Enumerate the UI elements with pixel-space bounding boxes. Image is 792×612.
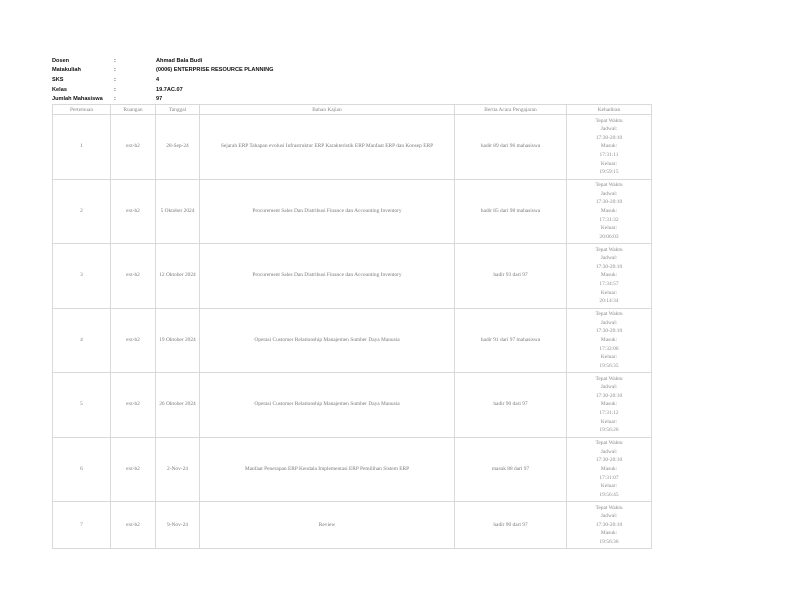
cell-ruangan: ext-b2 (111, 437, 156, 502)
info-label: SKS (52, 76, 64, 83)
info-colon: : (114, 57, 116, 64)
cell-tanggal: 2-Nov-24 (156, 437, 200, 502)
kehadiran-line: Tepat Waktu (595, 375, 623, 382)
cell-kehadiran (567, 115, 652, 180)
kehadiran-line: Masuk: (600, 465, 618, 472)
kehadiran-line: Keluar: (600, 225, 618, 232)
kehadiran-line: 19:56:35 (599, 362, 619, 369)
kehadiran-line: 19:56:26 (599, 427, 619, 434)
info-row-matakuliah (52, 66, 274, 76)
info-value: 4 (156, 76, 160, 83)
kehadiran-line: 17:30-20:10 (595, 134, 623, 141)
kehadiran-line: 17:31:12 (599, 410, 619, 417)
info-row-dosen (52, 56, 274, 66)
cell-pertemuan: 5 (53, 373, 111, 438)
kehadiran-line: 17:34:57 (599, 281, 619, 288)
table-body (53, 115, 652, 549)
kehadiran-line: Tepat Waktu (595, 311, 623, 318)
kehadiran-line: 17:30-20:10 (595, 392, 623, 399)
kehadiran-line: Jadwal: (600, 255, 618, 262)
kehadiran-line: Tepat Waktu (595, 440, 623, 447)
table-row (53, 179, 652, 244)
kehadiran-line: 17:31:32 (599, 216, 619, 223)
column-header-bahan-kajian: Bahan Kajian (200, 105, 455, 115)
kehadiran-line: Tepat Waktu (595, 182, 623, 189)
kehadiran-line: 19:59:15 (599, 169, 619, 176)
cell-kehadiran (567, 244, 652, 309)
kehadiran-line: Masuk: (600, 143, 618, 150)
kehadiran-line: Jadwal: (600, 126, 618, 133)
column-header-berita-acara: Berita Acara Pengajaran (455, 105, 567, 115)
kehadiran-line: 17:30-20:10 (595, 328, 623, 335)
kehadiran-line: Masuk: (600, 401, 618, 408)
cell-pertemuan: 3 (53, 244, 111, 309)
info-label: Jumlah Mahasiswa (52, 96, 103, 103)
cell-kehadiran (567, 373, 652, 438)
cell-kehadiran (567, 437, 652, 502)
kehadiran-line: Tepat Waktu (595, 117, 623, 124)
kehadiran-line: Tepat Waktu (595, 504, 623, 511)
cell-ruangan: ext-b2 (111, 179, 156, 244)
cell-kehadiran (567, 502, 652, 549)
column-header-tanggal: Tanggal (156, 105, 200, 115)
cell-tanggal: 9-Nov-24 (156, 502, 200, 549)
cell-ruangan: ext-b2 (111, 373, 156, 438)
info-colon: : (114, 86, 116, 93)
kehadiran-line: 17:30-20:10 (595, 199, 623, 206)
table-row (53, 502, 652, 549)
cell-tanggal: 28-Sep-24 (156, 115, 200, 180)
cell-pertemuan: 7 (53, 502, 111, 549)
kehadiran-line: 20:06:03 (599, 233, 619, 240)
kehadiran-line: 17:30-20:10 (595, 457, 623, 464)
kehadiran-line: Keluar: (600, 289, 618, 296)
kehadiran-line: 17:30-20:10 (595, 521, 623, 528)
cell-berita-acara: hadir 85 dari 98 mahasiswa (455, 179, 567, 244)
cell-kehadiran (567, 308, 652, 373)
info-value: Ahmad Bala Budi (156, 57, 203, 64)
cell-pertemuan: 1 (53, 115, 111, 180)
cell-ruangan: ext-b2 (111, 244, 156, 309)
table-row (53, 115, 652, 180)
info-colon: : (114, 76, 116, 83)
kehadiran-line: 19:56:45 (599, 491, 619, 498)
cell-berita-acara: hadir 93 dari 97 (455, 244, 567, 309)
table-row (53, 244, 652, 309)
cell-berita-acara: hadir 91 dari 97 mahasiswa (455, 308, 567, 373)
table-row (53, 373, 652, 438)
kehadiran-line: Jadwal: (600, 190, 618, 197)
info-colon: : (114, 96, 116, 103)
info-colon: : (114, 67, 116, 74)
kehadiran-line: Masuk: (600, 207, 618, 214)
info-value: 19.7AC.07 (156, 86, 183, 93)
kehadiran-line: 17:30-20:10 (595, 263, 623, 270)
cell-pertemuan: 4 (53, 308, 111, 373)
column-header-pertemuan: Pertemuan (53, 105, 111, 115)
table-row (53, 437, 652, 502)
kehadiran-line: 17:32:06 (599, 345, 619, 352)
cell-kehadiran (567, 179, 652, 244)
cell-tanggal: 5 Oktober 2024 (156, 179, 200, 244)
cell-berita-acara: hadir 90 dari 97 (455, 502, 567, 549)
kehadiran-line: Jadwal: (600, 384, 618, 391)
kehadiran-line: Jadwal: (600, 319, 618, 326)
cell-berita-acara: masuk 88 dari 97 (455, 437, 567, 502)
kehadiran-line: Keluar: (600, 483, 618, 490)
kehadiran-line: Masuk: (600, 336, 618, 343)
cell-bahan-kajian: Operasi Customer Relationship Manajemen Sumber Daya Manusia (200, 373, 455, 438)
info-row-sks (52, 75, 274, 85)
kehadiran-line: 17:31:07 (599, 474, 619, 481)
cell-bahan-kajian: Sejarah ERP Tahapan evolusi Infrastruktur ERP Karakteristik ERP Manfaat ERP dan Konsep ERP (200, 115, 455, 180)
cell-bahan-kajian: Operasi Customer Relationship Manajemen Sumber Daya Manusia (200, 308, 455, 373)
course-info-header (52, 56, 274, 104)
cell-ruangan: ext-b2 (111, 308, 156, 373)
cell-bahan-kajian: Review (200, 502, 455, 549)
cell-tanggal: 12 Oktober 2024 (156, 244, 200, 309)
column-header-kehadiran: Kehadiran (567, 105, 652, 115)
cell-berita-acara: hadir 90 dari 97 (455, 373, 567, 438)
cell-ruangan: ext-b2 (111, 115, 156, 180)
kehadiran-line: Keluar: (600, 418, 618, 425)
info-value: 97 (156, 96, 163, 103)
attendance-table (52, 104, 652, 549)
cell-tanggal: 19 Oktober 2024 (156, 308, 200, 373)
kehadiran-line: Keluar: (600, 160, 618, 167)
cell-ruangan: ext-b2 (111, 502, 156, 549)
kehadiran-line: Jadwal: (600, 513, 618, 520)
info-label: Dosen (52, 57, 70, 64)
cell-pertemuan: 2 (53, 179, 111, 244)
kehadiran-line: 19:56:36 (599, 538, 619, 545)
kehadiran-line: Tepat Waktu (595, 246, 623, 253)
kehadiran-line: 17:31:11 (599, 152, 619, 159)
kehadiran-line: Masuk: (600, 272, 618, 279)
kehadiran-line: Masuk: (600, 530, 618, 537)
cell-pertemuan: 6 (53, 437, 111, 502)
cell-berita-acara: hadir 89 dari 96 mahasiswa (455, 115, 567, 180)
cell-bahan-kajian: Procurement Sales Dan Distribusi Finance dan Accounting Inventory (200, 179, 455, 244)
cell-bahan-kajian: Procurement Sales Dan Distribusi Finance dan Accounting Inventory (200, 244, 455, 309)
cell-tanggal: 26 Oktober 2024 (156, 373, 200, 438)
info-row-kelas (52, 85, 274, 95)
info-value: (0006) ENTERPRISE RESOURCE PLANNING (156, 67, 274, 74)
kehadiran-line: 20:14:34 (599, 298, 619, 305)
info-label: Matakuliah (52, 67, 81, 74)
info-label: Kelas (52, 86, 67, 93)
kehadiran-line: Keluar: (600, 354, 618, 361)
table-header-row (53, 105, 652, 115)
info-row-jumlah-mahasiswa (52, 94, 274, 104)
table-row (53, 308, 652, 373)
column-header-ruangan: Ruangan (111, 105, 156, 115)
kehadiran-line: Jadwal: (600, 448, 618, 455)
cell-bahan-kajian: Manfaat Penerapan ERP Kendala Implementasi ERP Pemilihan Sistem ERP (200, 437, 455, 502)
